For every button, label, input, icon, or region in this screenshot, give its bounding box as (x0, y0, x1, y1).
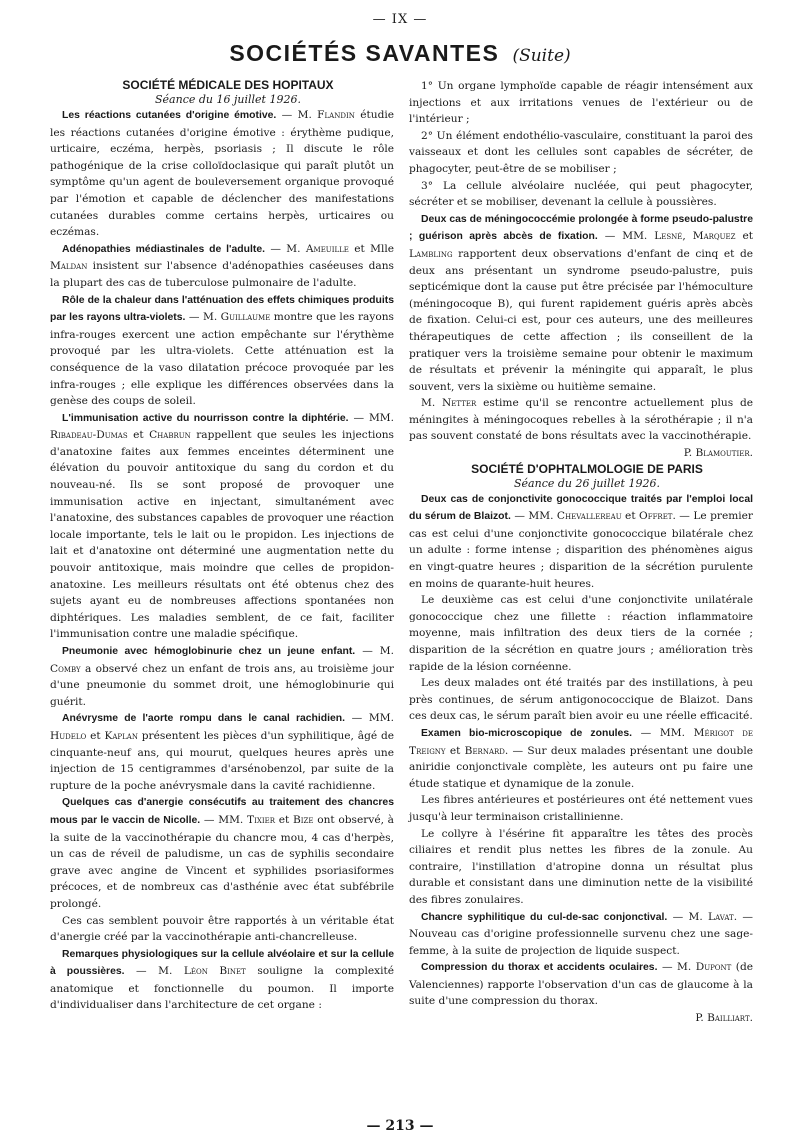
page-number: — 213 — (366, 1118, 434, 1134)
author-name: Maldan (50, 260, 88, 273)
article-paragraph: Ces cas semblent pouvoir être rapportés à un véritable état d'anergie créé par la vaccinothérapie anti-chancrelleuse. (50, 914, 394, 944)
signature: P. Bailliart. (695, 1012, 753, 1025)
list-paragraph: 2° Un élément endothélio-vasculaire, constituant la paroi des vaisseaux et dont les cellules sont capables de sécréter, de phagocyter, peut-être de se mobiliser ; (409, 129, 753, 175)
author-name: Lambling (409, 247, 453, 260)
seance-date: Séance du 26 juillet 1926. (514, 476, 660, 490)
article-heading: Les réactions cutanées d'origine émotive. (62, 110, 277, 121)
author-name: Tixier (247, 813, 275, 826)
list-paragraph: 3° La cellule alvéolaire nucléée, qui peut phagocyter, sécréter et se mobiliser, devenant la cellule à poussières. (409, 179, 753, 209)
article-heading: Adénopathies médiastinales de l'adulte. (62, 243, 266, 255)
article-heading: Pneumonie avec hémoglobinurie chez un jeune enfant. (62, 646, 356, 657)
article-heading: Deux cas de conjonctivite gonococcique traités par l'emploi local du sérum de Blaizot. (409, 493, 753, 523)
article-heading: Chancre syphilitique du cul-de-sac conjonctival. (421, 911, 668, 923)
author-name: Chevallereau (556, 510, 622, 523)
right-column (409, 78, 753, 1027)
article-paragraph: M. Netter estime qu'il se rencontre actuellement plus de méningites à méningocoques rebelles à la sérothérapie ; il n'a pas souvent constaté de bons résultats avec la vaccinothérapie. (409, 397, 753, 443)
article-paragraph: Chancre syphilitique du cul-de-sac conjonctival. — M. Lavat. — Nouveau cas d'origine professionnelle survenu chez une sage-femme, à la suite de projection de liquide suspect. (409, 910, 753, 957)
article-paragraph: Les deux malades ont été traités par des instillations, à peu près continues, de sérum antigonococcique de Blaizot. Dans ces deux cas, le sérum paraît bien avoir eu une réelle efficacité. (409, 677, 753, 723)
left-column (50, 78, 394, 1014)
author-name: Léon Binet (183, 965, 246, 978)
article-paragraph: Pneumonie avec hémoglobinurie chez un jeune enfant. — M. Comby a observé chez un enfant de trois ans, au troisième jour d'une pneumonie du sommet droit, une hémoglobinurie qui guérit. (50, 645, 395, 708)
society-heading: SOCIÉTÉ D'OPHTALMOLOGIE DE PARIS (471, 461, 703, 476)
running-folio: — IX — (372, 12, 428, 27)
author-name: Netter (442, 397, 477, 410)
article-paragraph: L'immunisation active du nourrisson contre la diphtérie. — MM. Ribadeau-Dumas et Chabrun rappellent que seules les injections d'anatoxine faites aux femmes enceintes déterminent une élévation du pouvoir antitoxique du sang du cordon et du nouveau-né. Ils se sont proposé de provoquer une immunisation active en injectant, simultanément avec l'anatoxine, des substances capables de provoquer une réaction locale importante, tels le lait ou le propidon. Les injections de lait et d'anatoxine ont déterminé une augmentation nette du pouvoir antitoxique, mais moindre que celles de propidon-anatoxine. Les meilleurs résultats ont été obtenus chez des sujets ayant eu de nombreuses affections spontanées non diphtériques. Les maladies semblent, de ce fait, faciliter l'immunisation contre une maladie spécifique. (50, 411, 394, 641)
signature: P. Blamoutier. (683, 447, 753, 460)
list-paragraph: 1° Un organe lymphoïde capable de réagir intensément aux injections et aux irritations venues de l'extérieur ou de l'intérieur ; (409, 80, 753, 126)
article-heading: L'immunisation active du nourrisson contre la diphtérie. (62, 412, 349, 424)
section-banner (0, 40, 800, 67)
article-paragraph: Examen bio-microscopique de zonules. — MM. Mérigot de Treigny et Bernard. — Sur deux malades présentant une double aniridie conjonctivale complète, les auteurs ont pu faire une étude statique et dynamique de la zonule. (409, 726, 753, 790)
author-name: Marquez (692, 230, 736, 243)
article-paragraph: Compression du thorax et accidents oculaires. — M. Dupont (de Valenciennes) rapporte l'observation d'un cas de glaucome à la suite d'une compression du thorax. (409, 961, 753, 1008)
author-name: Bernard (464, 744, 505, 757)
banner-suite: (Suite) (512, 46, 571, 66)
article-paragraph: Anévrysme de l'aorte rompu dans le canal rachidien. — MM. Hudelo et Kaplan présentent les pièces d'un syphilitique, âgé de cinquante-neuf ans, qui mourut, quelques heures après une injection de 15 centigrammes d'arsénobenzol, par suite de la rupture de la poche anévrysmale dans la cavité rachidienne. (50, 712, 395, 792)
article-paragraph: Le collyre à l'ésérine fit apparaître les têtes des procès ciliaires et rendit plus nettes les fibres de la zonule. Au contraire, l'instillation d'atropine donna un résultat plus durable et consistant dans une diminution nette de la visibilité des fibres zonulaires. (409, 827, 753, 906)
author-name: Lesné (654, 230, 683, 243)
author-name: Lavat (708, 910, 734, 923)
article-heading: Anévrysme de l'aorte rompu dans le canal rachidien. (62, 713, 346, 725)
author-name: Guillaume (220, 311, 271, 324)
society-heading: SOCIÉTÉ MÉDICALE DES HOPITAUX (122, 78, 334, 92)
banner-title: SOCIÉTÉS SAVANTES (229, 40, 500, 66)
author-name: Mérigot de Treigny (409, 726, 753, 757)
article-heading: Compression du thorax et accidents oculaires. (421, 962, 658, 974)
author-name: Dupont (695, 961, 732, 974)
author-name: Comby (50, 662, 81, 675)
author-name: Kaplan (104, 729, 138, 742)
author-name: Chabrun (149, 429, 191, 442)
article-paragraph: Adénopathies médiastinales de l'adulte. — M. Ameuille et Mlle Maldan insistent sur l'absence d'adénopathies caséeuses dans la plupart des cas de tuberculose pulmonaire de l'adulte. (50, 242, 394, 289)
article-heading: Deux cas de méningococcémie prolongée à forme pseudo-palustre ; guérison après abcès de fixation. (409, 213, 753, 243)
article-paragraph: Les fibres antérieures et postérieures ont été nettement vues jusqu'à leur terminaison cristallinienne. (409, 794, 753, 823)
author-name: Bize (292, 813, 314, 826)
article-paragraph: Rôle de la chaleur dans l'atténuation des effets chimiques produits par les rayons ultra-violets. — M. Guillaume montre que les rayons infra-rouges exercent une action empêchante sur l'érythème provoqué par les ultra-violets. Cette atténuation est la conséquence de la vaso dilatation précoce provoquée par les infra-rouges ; elle explique les différences observées dans la genèse des coups de soleil. (50, 294, 394, 408)
author-name: Ribadeau-Dumas (50, 429, 128, 442)
seance-date: Séance du 16 juillet 1926. (155, 93, 301, 106)
article-heading: Remarques physiologiques sur la cellule alvéolaire et sur la cellule à poussières. (50, 948, 394, 978)
author-name: Offret (639, 510, 673, 523)
author-name: Flandin (317, 109, 355, 121)
author-name: Ameuille (305, 242, 349, 255)
article-paragraph: Quelques cas d'anergie consécutifs au traitement des chancres mous par le vaccin de Nicolle. — MM. Tixier et Bize ont observé, à la suite de la vaccinothérapie du chancre mou, 4 cas d'herpès, un cas de réveil de paludisme, un cas de syphilis secondaire grave avec angine de Vincent et syphilides psoriasiformes précoces, et de nombreux cas d'asthénie avec état subfébrile prolongé. (50, 797, 394, 910)
article-paragraph: Deux cas de méningococcémie prolongée à forme pseudo-palustre ; guérison après abcès de fixation. — MM. Lesné, Marquez et Lambling rapportent deux observations d'enfant de cinq et de deux ans présentant un syndrome pseudo-palustre, puis septicémique dont la cause put être précisée par l'hémoculture (méningocoque B), qui furent rapidement guéris après abcès de fixation. Celui-ci est, pour ces auteurs, une des meilleures thérapeutiques de cette affection ; ils conseillent de la pratiquer vers la troisième semaine pour obtenir le maximum de résultats et prévenir la méningite qui apparaît, le plus souvent, vers la sixième ou huitième semaine. (409, 213, 753, 393)
article-paragraph: Les réactions cutanées d'origine émotive. — M. Flandin étudie les réactions cutanées d'origine émotive : érythème pudique, urticaire, eczéma, herpès, psoriasis ; Il discute le rôle pathogénique de la crise colloïdoclasique qui paraît plutôt un symptôme qu'un agent de bouleversement organique provoqué par l'émotion et capable de déclencher des manifestations cutanées durables comme certains herpès, urticaires ou eczémas. (50, 109, 395, 239)
article-heading: Examen bio-microscopique de zonules. (421, 727, 633, 739)
article-heading: Rôle de la chaleur dans l'atténuation des effets chimiques produits par les rayons ultra-violets. (50, 294, 394, 324)
article-paragraph: Remarques physiologiques sur la cellule alvéolaire et sur la cellule à poussières. — M. Léon Binet souligne la complexité anatomique et fonctionnelle du poumon. Il importe d'individualiser dans l'architecture de cet organe : (50, 948, 394, 1012)
author-name: Hudelo (50, 729, 87, 742)
article-paragraph: Le deuxième cas est celui d'une conjonctivite unilatérale gonococcique chez une fillette : réaction inflammatoire moyenne, mais infiltration des deux tiers de la cornée ; disparition de la sécrétion en quatre jours ; amélioration très rapide de la lésion cornéenne. (409, 594, 753, 673)
article-paragraph: Deux cas de conjonctivite gonococcique traités par l'emploi local du sérum de Blaizot. — MM. Chevallereau et Offret. — Le premier cas est celui d'une conjonctivite gonococcique bilatérale chez un adulte : forme intense ; disparition des phénomènes aigus en vingt-quatre heures ; disparition de la sécrétion purulente en moins de quarante-huit heures. (409, 493, 753, 590)
article-heading: Quelques cas d'anergie consécutifs au traitement des chancres mous par le vaccin de Nicolle. (50, 797, 394, 826)
